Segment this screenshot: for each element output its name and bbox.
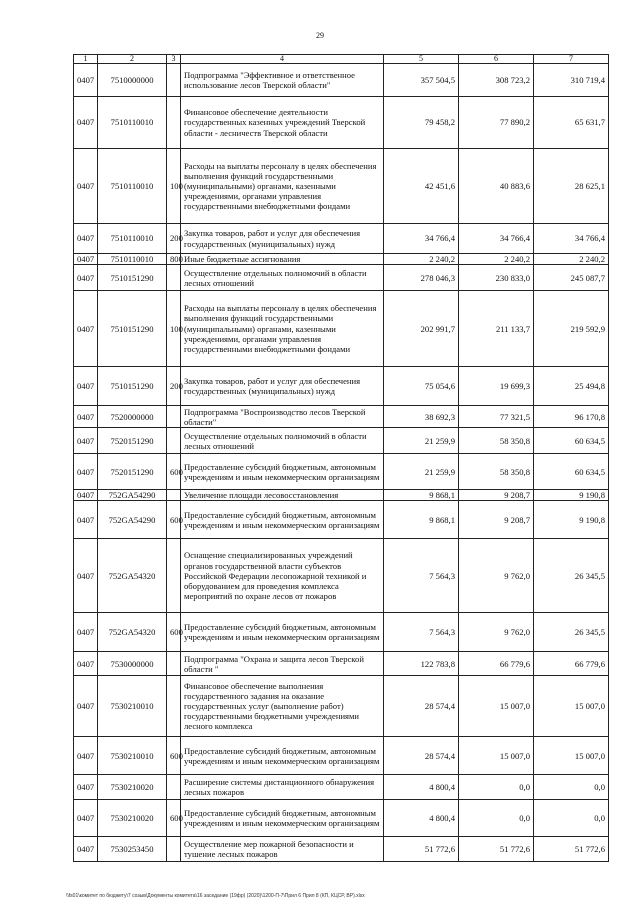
amount-year-3: 15 007,0: [534, 737, 609, 775]
amount-year-2: 230 833,0: [459, 265, 534, 291]
amount-year-1: 357 504,5: [384, 64, 459, 97]
amount-year-1: 278 046,3: [384, 265, 459, 291]
expense-type-code: [167, 64, 181, 97]
item-name: Оснащение специализированных учреждений органов государственной власти субъектов Российской Федерации лесопожарной техникой и оборудованием для проведения комплекса мероприятий по охране лесов от пожаров: [181, 539, 384, 613]
table-row: [74, 501, 609, 539]
amount-year-1: 21 259,9: [384, 428, 459, 454]
target-article-code: 7510110010: [98, 254, 167, 265]
amount-year-1: 34 766,4: [384, 224, 459, 254]
item-name: Предоставление субсидий бюджетным, автономным учреждениям и иным некоммерческим организациям: [181, 454, 384, 490]
section-code: 0407: [74, 837, 98, 862]
amount-year-3: 34 766,4: [534, 224, 609, 254]
amount-year-3: 310 719,4: [534, 64, 609, 97]
amount-year-3: 9 190,8: [534, 490, 609, 501]
column-header: 2: [98, 55, 167, 64]
amount-year-3: 9 190,8: [534, 501, 609, 539]
amount-year-1: 21 259,9: [384, 454, 459, 490]
section-code: 0407: [74, 97, 98, 149]
table-row: [74, 367, 609, 406]
expense-type-code: 600: [167, 501, 181, 539]
item-name: Предоставление субсидий бюджетным, автономным учреждениям и иным некоммерческим организациям: [181, 800, 384, 837]
expense-type-code: [167, 97, 181, 149]
file-path-footer: \\fs01\комитет по бюджету\7 созыв\Документы комитета\16 заседание (19фр) (2020)\1200-П-7\Прил 6 Прил 8 (КП, КЦСР, ВР).xlsx: [66, 893, 365, 899]
item-name: Закупка товаров, работ и услуг для обеспечения государственных (муниципальных) нужд: [181, 367, 384, 406]
item-name: Предоставление субсидий бюджетным, автономным учреждениям и иным некоммерческим организациям: [181, 737, 384, 775]
amount-year-3: 0,0: [534, 800, 609, 837]
item-name: Осуществление отдельных полномочий в области лесных отношений: [181, 265, 384, 291]
amount-year-2: 9 208,7: [459, 490, 534, 501]
section-code: 0407: [74, 291, 98, 367]
amount-year-1: 28 574,4: [384, 676, 459, 737]
amount-year-2: 66 779,6: [459, 652, 534, 676]
item-name: Предоставление субсидий бюджетным, автономным учреждениям и иным некоммерческим организациям: [181, 501, 384, 539]
section-code: 0407: [74, 454, 98, 490]
table-row: [74, 406, 609, 428]
table-row: [74, 837, 609, 862]
section-code: 0407: [74, 149, 98, 224]
amount-year-3: 65 631,7: [534, 97, 609, 149]
expense-type-code: 100: [167, 149, 181, 224]
expense-type-code: 200: [167, 367, 181, 406]
amount-year-3: 66 779,6: [534, 652, 609, 676]
amount-year-2: 58 350,8: [459, 454, 534, 490]
amount-year-1: 42 451,6: [384, 149, 459, 224]
item-name: Подпрограмма "Охрана и защита лесов Тверской области ": [181, 652, 384, 676]
budget-table: [73, 54, 609, 862]
table-row: [74, 652, 609, 676]
target-article-code: 7530210020: [98, 800, 167, 837]
section-code: 0407: [74, 406, 98, 428]
section-code: 0407: [74, 737, 98, 775]
expense-type-code: [167, 265, 181, 291]
section-code: 0407: [74, 367, 98, 406]
amount-year-2: 19 699,3: [459, 367, 534, 406]
amount-year-3: 96 170,8: [534, 406, 609, 428]
item-name: Иные бюджетные ассигнования: [181, 254, 384, 265]
item-name: Расходы на выплаты персоналу в целях обеспечения выполнения функций государственными (муниципальными) органами, казенными учреждениями, органами управления государственными внебюджетными фондами: [181, 291, 384, 367]
target-article-code: 752GA54290: [98, 490, 167, 501]
section-code: 0407: [74, 64, 98, 97]
amount-year-2: 211 133,7: [459, 291, 534, 367]
amount-year-1: 79 458,2: [384, 97, 459, 149]
expense-type-code: 600: [167, 800, 181, 837]
amount-year-3: 26 345,5: [534, 613, 609, 652]
target-article-code: 752GA54290: [98, 501, 167, 539]
item-name: Подпрограмма "Воспроизводство лесов Тверской области": [181, 406, 384, 428]
amount-year-2: 0,0: [459, 775, 534, 800]
table-row: [74, 800, 609, 837]
target-article-code: 7530253450: [98, 837, 167, 862]
item-name: Финансовое обеспечение выполнения государственного задания на оказание государственных услуг (выполнение работ) государственными бюджетными учреждениями лесного комплекса: [181, 676, 384, 737]
table-row: [74, 265, 609, 291]
amount-year-1: 9 868,1: [384, 501, 459, 539]
item-name: Увеличение площади лесовосстановления: [181, 490, 384, 501]
item-name: Закупка товаров, работ и услуг для обеспечения государственных (муниципальных) нужд: [181, 224, 384, 254]
amount-year-2: 40 883,6: [459, 149, 534, 224]
target-article-code: 7520151290: [98, 454, 167, 490]
expense-type-code: 100: [167, 291, 181, 367]
column-header: 7: [534, 55, 609, 64]
expense-type-code: 200: [167, 224, 181, 254]
table-row: [74, 737, 609, 775]
amount-year-1: 122 783,8: [384, 652, 459, 676]
target-article-code: 7510151290: [98, 265, 167, 291]
amount-year-2: 58 350,8: [459, 428, 534, 454]
target-article-code: 7530000000: [98, 652, 167, 676]
amount-year-3: 60 634,5: [534, 454, 609, 490]
section-code: 0407: [74, 539, 98, 613]
amount-year-2: 77 890,2: [459, 97, 534, 149]
expense-type-code: [167, 652, 181, 676]
target-article-code: 7510110010: [98, 97, 167, 149]
amount-year-3: 26 345,5: [534, 539, 609, 613]
table-row: [74, 97, 609, 149]
table-row: [74, 149, 609, 224]
section-code: 0407: [74, 428, 98, 454]
amount-year-2: 15 007,0: [459, 676, 534, 737]
table-row: [74, 291, 609, 367]
expense-type-code: [167, 775, 181, 800]
amount-year-1: 75 054,6: [384, 367, 459, 406]
expense-type-code: [167, 676, 181, 737]
expense-type-code: [167, 490, 181, 501]
column-header: 4: [181, 55, 384, 64]
target-article-code: 7520151290: [98, 428, 167, 454]
amount-year-1: 9 868,1: [384, 490, 459, 501]
item-name: Расходы на выплаты персоналу в целях обеспечения выполнения функций государственными (муниципальными) органами, казенными учреждениями, органами управления государственными внебюджетными фондами: [181, 149, 384, 224]
amount-year-3: 25 494,8: [534, 367, 609, 406]
section-code: 0407: [74, 652, 98, 676]
amount-year-3: 28 625,1: [534, 149, 609, 224]
amount-year-1: 51 772,6: [384, 837, 459, 862]
amount-year-1: 7 564,3: [384, 539, 459, 613]
amount-year-3: 2 240,2: [534, 254, 609, 265]
section-code: 0407: [74, 254, 98, 265]
item-name: Подпрограмма "Эффективное и ответственное использование лесов Тверской области": [181, 64, 384, 97]
expense-type-code: [167, 428, 181, 454]
section-code: 0407: [74, 676, 98, 737]
amount-year-2: 77 321,5: [459, 406, 534, 428]
table-row: [74, 64, 609, 97]
table-row: [74, 454, 609, 490]
amount-year-2: 9 762,0: [459, 539, 534, 613]
expense-type-code: [167, 539, 181, 613]
expense-type-code: 800: [167, 254, 181, 265]
section-code: 0407: [74, 613, 98, 652]
target-article-code: 752GA54320: [98, 613, 167, 652]
table-row: [74, 775, 609, 800]
table-row: [74, 539, 609, 613]
amount-year-1: 4 800,4: [384, 800, 459, 837]
item-name: Финансовое обеспечение деятельности государственных казенных учреждений Тверской области - лесничеств Тверской области: [181, 97, 384, 149]
expense-type-code: 600: [167, 737, 181, 775]
table-row: [74, 428, 609, 454]
section-code: 0407: [74, 800, 98, 837]
target-article-code: 7530210010: [98, 737, 167, 775]
section-code: 0407: [74, 490, 98, 501]
amount-year-3: 219 592,9: [534, 291, 609, 367]
amount-year-2: 2 240,2: [459, 254, 534, 265]
amount-year-1: 38 692,3: [384, 406, 459, 428]
amount-year-1: 202 991,7: [384, 291, 459, 367]
amount-year-3: 51 772,6: [534, 837, 609, 862]
amount-year-2: 34 766,4: [459, 224, 534, 254]
target-article-code: 7530210020: [98, 775, 167, 800]
expense-type-code: 600: [167, 613, 181, 652]
page-number: 29: [316, 31, 324, 40]
expense-type-code: [167, 406, 181, 428]
item-name: Осуществление отдельных полномочий в области лесных отношений: [181, 428, 384, 454]
header-row: [74, 55, 609, 64]
column-header: 5: [384, 55, 459, 64]
target-article-code: 752GA54320: [98, 539, 167, 613]
item-name: Расширение системы дистанционного обнаружения лесных пожаров: [181, 775, 384, 800]
column-header: 3: [167, 55, 181, 64]
column-header: 6: [459, 55, 534, 64]
target-article-code: 7510151290: [98, 367, 167, 406]
target-article-code: 7510110010: [98, 149, 167, 224]
table-row: [74, 254, 609, 265]
amount-year-3: 245 087,7: [534, 265, 609, 291]
table-row: [74, 613, 609, 652]
target-article-code: 7520000000: [98, 406, 167, 428]
table-row: [74, 490, 609, 501]
section-code: 0407: [74, 265, 98, 291]
amount-year-2: 9 208,7: [459, 501, 534, 539]
amount-year-1: 4 800,4: [384, 775, 459, 800]
target-article-code: 7510110010: [98, 224, 167, 254]
amount-year-2: 0,0: [459, 800, 534, 837]
amount-year-2: 9 762,0: [459, 613, 534, 652]
table-row: [74, 224, 609, 254]
amount-year-3: 15 007,0: [534, 676, 609, 737]
section-code: 0407: [74, 501, 98, 539]
expense-type-code: [167, 837, 181, 862]
section-code: 0407: [74, 224, 98, 254]
expense-type-code: 600: [167, 454, 181, 490]
target-article-code: 7510151290: [98, 291, 167, 367]
amount-year-3: 0,0: [534, 775, 609, 800]
amount-year-1: 7 564,3: [384, 613, 459, 652]
target-article-code: 7510000000: [98, 64, 167, 97]
amount-year-2: 308 723,2: [459, 64, 534, 97]
table-row: [74, 676, 609, 737]
target-article-code: 7530210010: [98, 676, 167, 737]
amount-year-2: 15 007,0: [459, 737, 534, 775]
amount-year-1: 2 240,2: [384, 254, 459, 265]
amount-year-3: 60 634,5: [534, 428, 609, 454]
amount-year-2: 51 772,6: [459, 837, 534, 862]
column-header: 1: [74, 55, 98, 64]
item-name: Осуществление мер пожарной безопасности и тушение лесных пожаров: [181, 837, 384, 862]
section-code: 0407: [74, 775, 98, 800]
amount-year-1: 28 574,4: [384, 737, 459, 775]
item-name: Предоставление субсидий бюджетным, автономным учреждениям и иным некоммерческим организациям: [181, 613, 384, 652]
